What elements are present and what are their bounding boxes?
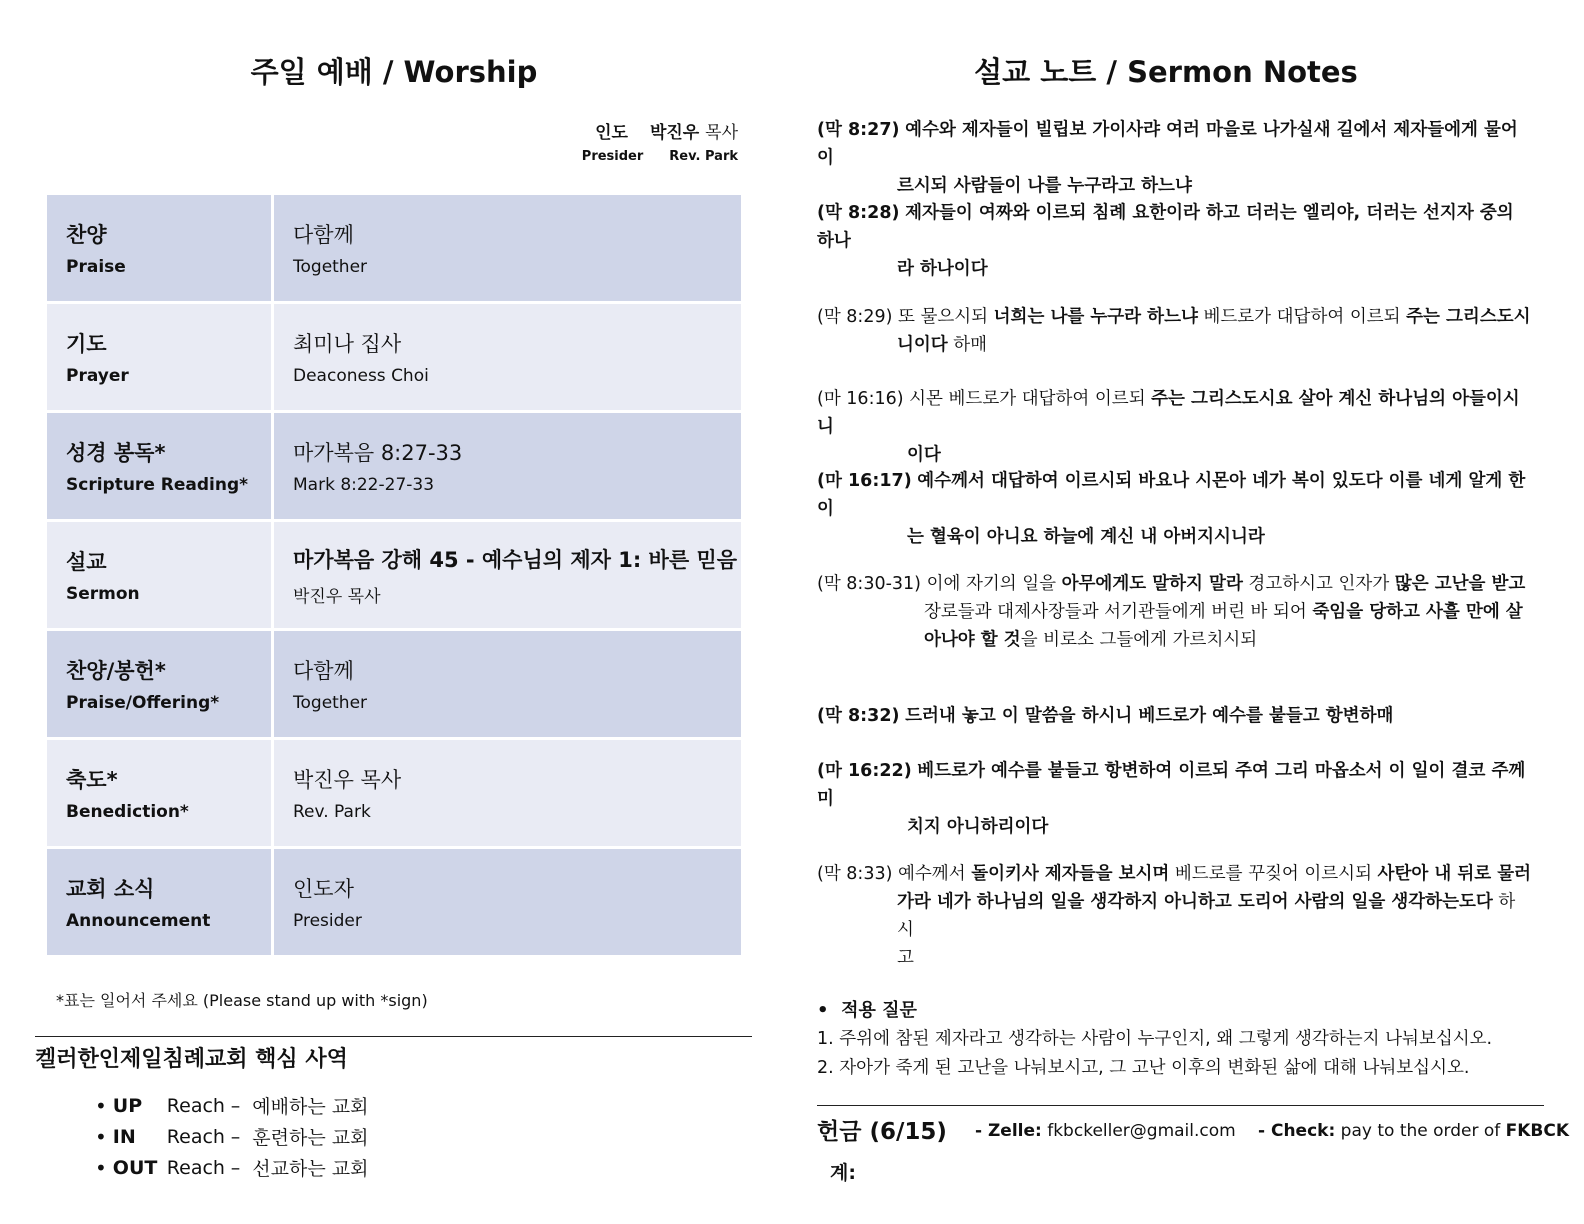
ministry-list	[95, 1090, 368, 1183]
verse-text-emphasis: 아무에게도 말하지 말라	[1061, 574, 1243, 594]
verse-text-emphasis: 너희는 나를 누구라 하느냐	[993, 307, 1198, 327]
item-value-ko: 최미나 집사	[293, 332, 402, 356]
item-value-ko: 다함께	[293, 659, 354, 683]
ministry-key: UP	[112, 1094, 143, 1117]
verse-text: 르시되 사람들이 나를 누구라고 하느냐	[897, 176, 1192, 196]
verse-text: 경고하시고 인자가	[1242, 574, 1395, 594]
verse-text-emphasis: 주는 그리스도시요 살아 계신 하나님의 아들이시니	[817, 389, 1520, 437]
presider-title-ko: 목사	[705, 123, 738, 143]
verse-ref: (막 8:30-31)	[817, 574, 922, 594]
verse-ref: (막 8:27)	[817, 120, 900, 140]
presider-label-en: Presider	[581, 149, 644, 164]
sermon-title: 마가복음 강해 45 - 예수님의 제자 1: 바른 믿음	[293, 547, 738, 572]
item-value-en: Presider	[293, 911, 362, 931]
item-value-ko: 인도자	[293, 877, 354, 901]
verse-block	[817, 467, 1532, 551]
check-text: pay to the order of	[1335, 1121, 1506, 1141]
item-value-en: Deaconess Choi	[293, 366, 429, 386]
verse-block	[817, 702, 1532, 730]
verse-text: 장로들과 대제사장들과 서기관들에게 버린 바 되어	[924, 602, 1313, 622]
ministry-dash: –	[230, 1094, 241, 1117]
item-value-en: Mark 8:22-27-33	[293, 475, 435, 495]
verse-text-emphasis: 니이다	[897, 335, 948, 355]
offering-total-label: 계:	[830, 1162, 856, 1184]
table-row	[46, 739, 743, 848]
item-value-en: Together	[293, 257, 368, 277]
ministry-dash: –	[230, 1156, 241, 1179]
verse-ref: (막 8:33)	[817, 864, 893, 884]
verse-block	[817, 199, 1532, 283]
offering-title: 헌금 (6/15)	[817, 1119, 947, 1145]
item-label-en: Praise	[66, 257, 126, 277]
verse-text: 베드로가 대답하여 이르되	[1197, 307, 1407, 327]
item-label-ko: 찬양	[66, 223, 107, 247]
table-row	[46, 412, 743, 521]
verse-text-emphasis: 사탄아 내 뒤로 물러	[1377, 864, 1532, 884]
verse-block	[817, 860, 1532, 972]
verse-text-emphasis: 많은 고난을 받고	[1394, 574, 1526, 594]
verse-block	[817, 757, 1532, 841]
ministry-desc: 훈련하는 교회	[252, 1127, 369, 1149]
item-label-en: Prayer	[66, 366, 129, 386]
verse-text: 제자들이 여짜와 이르되 침례 요한이라 하고 더러는 엘리야, 더러는 선지자 중의 하나	[817, 203, 1514, 251]
stand-note: *표는 일어서 주세요 (Please stand up with *sign)	[56, 991, 428, 1010]
verse-text: 예수께서	[898, 864, 972, 884]
verse-ref: (마 16:16)	[817, 389, 904, 409]
verse-text: 을 비로소 그들에게 가르치시되	[1020, 630, 1258, 650]
ministry-desc: 선교하는 교회	[252, 1158, 369, 1180]
verse-text: 는 혈육이 아니요 하늘에 계신 내 아버지시니라	[907, 527, 1265, 547]
verse-text: 고	[897, 948, 914, 968]
table-row	[46, 521, 743, 630]
zelle-info	[975, 1121, 1236, 1141]
verse-text: 치지 아니하리이다	[907, 817, 1049, 837]
ministry-reach: Reach	[166, 1156, 225, 1179]
item-label-ko: 성경 봉독*	[66, 441, 166, 465]
table-row	[46, 303, 743, 412]
verse-text: 베드로가 예수를 붙들고 항변하여 이르되 주여 그리 마옵소서 이 일이 결코 주께 미	[817, 761, 1526, 809]
verse-ref: (마 16:17)	[817, 471, 912, 491]
verse-text: 하매	[947, 335, 988, 355]
verse-text-emphasis: 돌이키사 제자들을 보시며	[971, 864, 1170, 884]
verse-text: 하시	[897, 892, 1516, 940]
presider-name-ko: 박진우	[649, 123, 700, 143]
verse-block	[817, 385, 1532, 469]
ministry-dash: –	[230, 1125, 241, 1148]
ministry-title: 켈러한인제일침례교회 핵심 사역	[35, 1047, 348, 1072]
ministry-reach: Reach	[166, 1094, 225, 1117]
item-label-ko: 찬양/봉헌*	[66, 659, 166, 683]
item-label-en: Announcement	[66, 911, 211, 931]
item-value-en: Together	[293, 693, 368, 713]
list-item	[95, 1090, 368, 1121]
order-of-worship-table	[44, 192, 744, 958]
application-title: 적용 질문	[841, 1000, 917, 1021]
sermon-preacher: 박진우 목사	[293, 586, 381, 607]
verse-text: 또 물으시되	[898, 307, 994, 327]
verse-text-emphasis: 죽임을 당하고 사흘 만에 살	[1312, 602, 1523, 622]
item-label-ko: 설교	[66, 550, 107, 574]
item-value-en: Rev. Park	[293, 802, 371, 822]
verse-ref: (막 8:32)	[817, 706, 900, 726]
item-label-ko: 축도*	[66, 768, 118, 792]
zelle-label: - Zelle:	[975, 1121, 1042, 1141]
check-label: - Check:	[1258, 1121, 1336, 1141]
verse-text: 시몬 베드로가 대답하여 이르되	[909, 389, 1152, 409]
item-label-ko: 교회 소식	[66, 877, 155, 901]
presider-name-en: Rev. Park	[669, 149, 738, 164]
item-value-ko: 마가복음 8:27-33	[293, 441, 463, 465]
item-label-en: Benediction*	[66, 802, 189, 822]
verse-block	[817, 570, 1532, 654]
zelle-email: fkbckeller@gmail.com	[1041, 1121, 1236, 1141]
application-question: 1. 주위에 참된 제자라고 생각하는 사람이 누구인지, 왜 그렇게 생각하는지 나눠보십시오.	[817, 1029, 1493, 1049]
divider	[817, 1105, 1544, 1106]
verse-text-emphasis: 이다	[907, 445, 941, 465]
verse-ref: (마 16:22)	[817, 761, 912, 781]
verse-text-emphasis: 주는 그리스도시	[1406, 307, 1531, 327]
table-row	[46, 194, 743, 303]
application-question: 2. 자아가 죽게 된 고난을 나눠보시고, 그 고난 이후의 변화된 삶에 대해 나눠보십시오.	[817, 1058, 1470, 1078]
bullet-icon: •	[95, 1155, 107, 1180]
verse-block	[817, 303, 1532, 359]
verse-text: 드러내 놓고 이 말씀을 하시니 베드로가 예수를 붙들고 항변하매	[905, 706, 1394, 726]
list-item	[95, 1121, 368, 1152]
verse-text: 라 하나이다	[897, 259, 988, 279]
check-info	[1258, 1121, 1569, 1141]
verse-text: 이에 자기의 일을	[926, 574, 1062, 594]
ministry-key: IN	[112, 1125, 136, 1148]
bullet-icon: •	[95, 1124, 107, 1149]
worship-title: 주일 예배 / Worship	[250, 55, 538, 89]
item-label-en: Praise/Offering*	[66, 693, 220, 713]
bullet-icon: •	[95, 1093, 107, 1118]
verse-text: 예수와 제자들이 빌립보 가이사랴 여러 마을로 나가실새 길에서 제자들에게 물어 이	[817, 120, 1518, 168]
verse-text-emphasis: 가라 네가 하나님의 일을 생각하지 아니하고 도리어 사람의 일을 생각하는도다	[897, 892, 1493, 912]
item-label-en: Scripture Reading*	[66, 475, 249, 495]
divider	[35, 1036, 752, 1037]
verse-block	[817, 116, 1532, 200]
item-value-ko: 다함께	[293, 223, 354, 247]
ministry-desc: 예배하는 교회	[252, 1096, 369, 1118]
verse-ref: (막 8:28)	[817, 203, 900, 223]
presider-info	[582, 118, 738, 164]
list-item	[95, 1152, 368, 1183]
item-label-en: Sermon	[66, 584, 140, 604]
verse-text-emphasis: 아나야 할 것	[924, 630, 1021, 650]
verse-text: 예수께서 대답하여 이르시되 바요나 시몬아 네가 복이 있도다 이를 네게 알게 한 이	[817, 471, 1526, 519]
item-label-ko: 기도	[66, 332, 107, 356]
verse-text: 베드로를 꾸짖어 이르시되	[1169, 864, 1378, 884]
application-heading	[817, 996, 917, 1022]
table-row	[46, 848, 743, 957]
table-row	[46, 630, 743, 739]
item-value-ko: 박진우 목사	[293, 768, 402, 792]
ministry-reach: Reach	[166, 1125, 225, 1148]
sermon-notes-title: 설교 노트 / Sermon Notes	[974, 55, 1358, 89]
bullet-icon: •	[817, 1000, 829, 1021]
verse-ref: (막 8:29)	[817, 307, 893, 327]
presider-label-ko: 인도	[595, 123, 628, 143]
ministry-key: OUT	[112, 1156, 158, 1179]
check-payee: FKBCK	[1505, 1121, 1570, 1141]
